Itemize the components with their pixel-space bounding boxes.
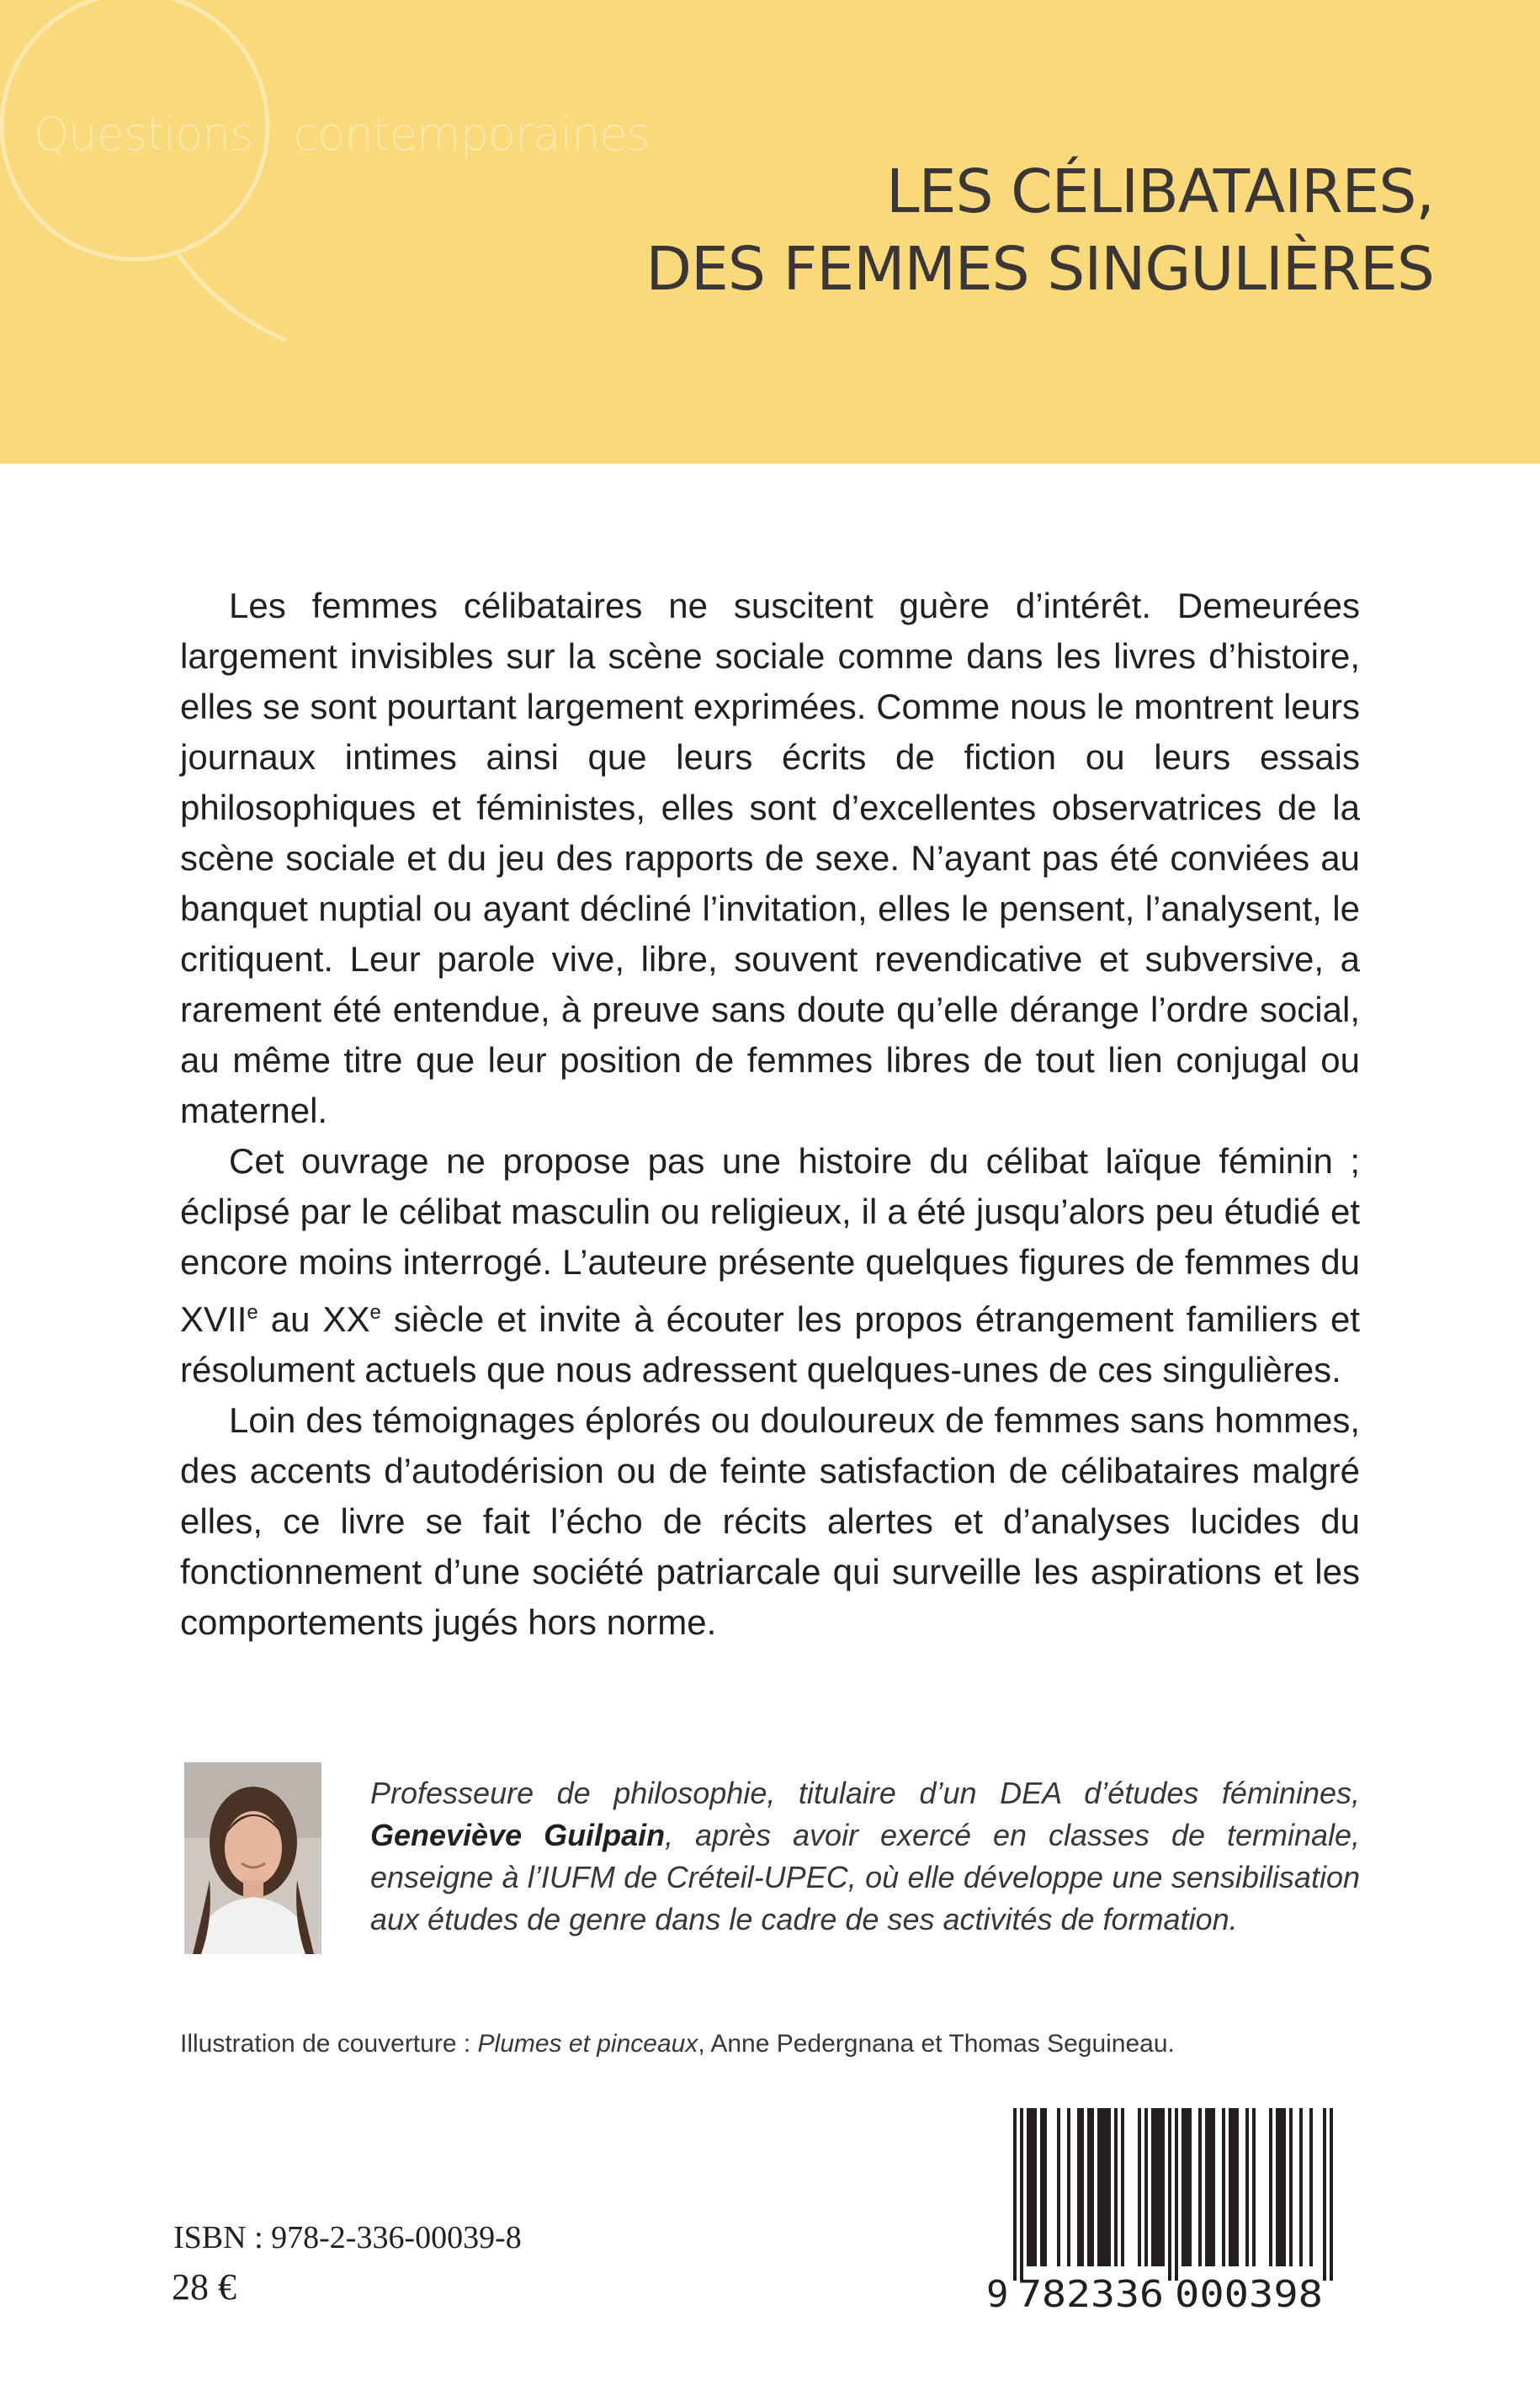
century-superscript-2: e (369, 1301, 381, 1324)
barcode-bar (1151, 2108, 1155, 2266)
credit-label: Illustration de couverture : (180, 2030, 478, 2058)
author-bio-intro: Professeure de philosophie, titulaire d’un DEA d’études féminines, (370, 1776, 1360, 1810)
author-bio-rest: , après avoir exercé en classes de terminale, enseigne à l’IUFM de Créteil-UPEC, où elle développe une sensibilisation aux études de genre dans le cadre de ses activités de formation. (370, 1818, 1361, 1936)
barcode-bar (1222, 2108, 1225, 2266)
barcode-bar (1323, 2108, 1326, 2281)
barcode-bar (1198, 2108, 1202, 2266)
author-portrait-icon (184, 1762, 321, 1954)
barcode-bar (1279, 2108, 1282, 2266)
barcode-bar (1138, 2108, 1141, 2266)
barcode-bar (1121, 2108, 1124, 2266)
header-band (0, 0, 1540, 464)
barcode-bar (1289, 2108, 1293, 2266)
barcode-bar (1067, 2108, 1070, 2266)
barcode-bar (1269, 2108, 1272, 2266)
barcode-bar (1185, 2108, 1188, 2266)
barcode-bar (1212, 2108, 1215, 2266)
series-name-word-1: Questions (34, 108, 253, 161)
barcode-bar (1161, 2108, 1165, 2266)
barcode-bar (1087, 2108, 1091, 2266)
barcode-bar (1040, 2108, 1043, 2266)
barcode-bar (1155, 2108, 1158, 2266)
barcode-bar (1057, 2108, 1060, 2266)
barcode-bar (1235, 2108, 1239, 2266)
barcode-bar (1033, 2108, 1037, 2266)
credit-artists: , Anne Pedergnana et Thomas Seguineau. (698, 2030, 1175, 2058)
barcode-bar (1077, 2108, 1081, 2266)
barcode-digits-left: 782336 (1017, 2273, 1164, 2308)
author-bio (370, 1772, 1360, 1941)
century-superscript-1: e (247, 1301, 258, 1324)
barcode-digit-first: 9 (986, 2273, 1009, 2308)
barcode-bar (1104, 2108, 1107, 2266)
blurb-paragraph-1: Les femmes célibataires ne suscitent guère d’intérêt. Demeurées largement invisibles sur la scène sociale comme dans les livres d’histoire, elles se sont pourtant largement exprimées. Comme nous le montrent leurs journaux intimes ainsi que leurs écrits de fiction ou leurs essais philosophiques et féministes, elles sont d’excellentes observatrices de la scène sociale et du jeu des rapports de sexe. N’ayant pas été conviées au banquet nuptial ou ayant décliné l’invitation, elles le pensent, l’analysent, le critiquent. Leur parole vive, libre, souvent revendicative et subversive, a rarement été entendue, à preuve sans doute qu’elle dérange l’ordre social, au même titre que leur position de femmes libres de tout lien conjugal ou maternel. (180, 586, 1360, 1130)
isbn-number: ISBN : 978-2-336-00039-8 (173, 2220, 522, 2255)
barcode-bar (1091, 2108, 1094, 2266)
author-name: Geneviève Guilpain (370, 1818, 666, 1852)
barcode-bar (1027, 2108, 1030, 2266)
credit-work-title: Plumes et pinceaux (477, 2030, 698, 2058)
barcode-bar (1114, 2108, 1118, 2266)
barcode-bar (1043, 2108, 1047, 2266)
series-name-word-2: contemporaines (293, 108, 650, 161)
series-q-logo-icon (0, 0, 303, 353)
barcode-bar (1013, 2108, 1017, 2281)
barcode-digits-right: 000398 (1175, 2273, 1323, 2308)
blurb-paragraph-2 (180, 1136, 1360, 1395)
barcode-bar (1175, 2108, 1178, 2281)
barcode-bar (1229, 2108, 1232, 2266)
barcode-bar (1107, 2108, 1111, 2266)
barcode-bar (1282, 2108, 1286, 2266)
barcode-bar (1299, 2108, 1303, 2266)
blurb-paragraph-2-part-3: siècle et invite à écouter les propos étrangement familiers et résolument actuels que nous adressent quelques-unes de ces singulières. (180, 1299, 1360, 1389)
barcode-bar (1330, 2108, 1333, 2281)
ean-barcode (980, 2108, 1357, 2308)
book-title-line-1: LES CÉLIBATAIRES, (886, 157, 1434, 226)
barcode-icon (980, 2108, 1357, 2308)
barcode-bar (1245, 2108, 1249, 2266)
blurb-paragraph-2-part-1: Cet ouvrage ne propose pas une histoire du célibat laïque féminin ; éclipsé par le célibat masculin ou religieux, il a été jusqu’alors peu étudié et encore moins interrogé. L’auteure présente quelques figures de femmes du XVII (180, 1141, 1360, 1339)
barcode-bar (1208, 2108, 1212, 2266)
blurb-paragraph-3: Loin des témoignages éplorés ou douloureux de femmes sans hommes, des accents d’autodérision ou de feinte satisfaction de célibataires malgré elles, ce livre se fait l’écho de récits alertes et d’analyses lucides du fonctionnement d’une société patriarcale qui surveille les aspirations et les comportements jugés hors norme. (180, 1400, 1360, 1642)
back-cover-blurb (180, 581, 1360, 1648)
series-name (34, 108, 650, 161)
barcode-bar (1232, 2108, 1235, 2266)
book-title-line-2: DES FEMMES SINGULIÈRES (645, 234, 1434, 304)
barcode-bar (1182, 2108, 1185, 2266)
barcode-bar (1205, 2108, 1208, 2266)
barcode-bar (1101, 2108, 1104, 2266)
barcode-bar (1188, 2108, 1192, 2266)
barcode-bar (1276, 2108, 1279, 2266)
barcode-bar (1030, 2108, 1033, 2266)
barcode-bar (1097, 2108, 1101, 2266)
book-title (645, 153, 1434, 308)
blurb-paragraph-2-part-2: au XX (258, 1299, 370, 1339)
cover-illustration-credit (180, 2027, 1175, 2061)
barcode-bar (1309, 2108, 1313, 2266)
barcode-bar (1081, 2108, 1084, 2266)
barcode-bar (1168, 2108, 1171, 2281)
barcode-bar (1144, 2108, 1148, 2266)
barcode-bar (1158, 2108, 1161, 2266)
price: 28 € (172, 2266, 236, 2308)
barcode-bar (1252, 2108, 1256, 2266)
author-photo (184, 1762, 321, 1954)
barcode-bar (1020, 2108, 1023, 2281)
